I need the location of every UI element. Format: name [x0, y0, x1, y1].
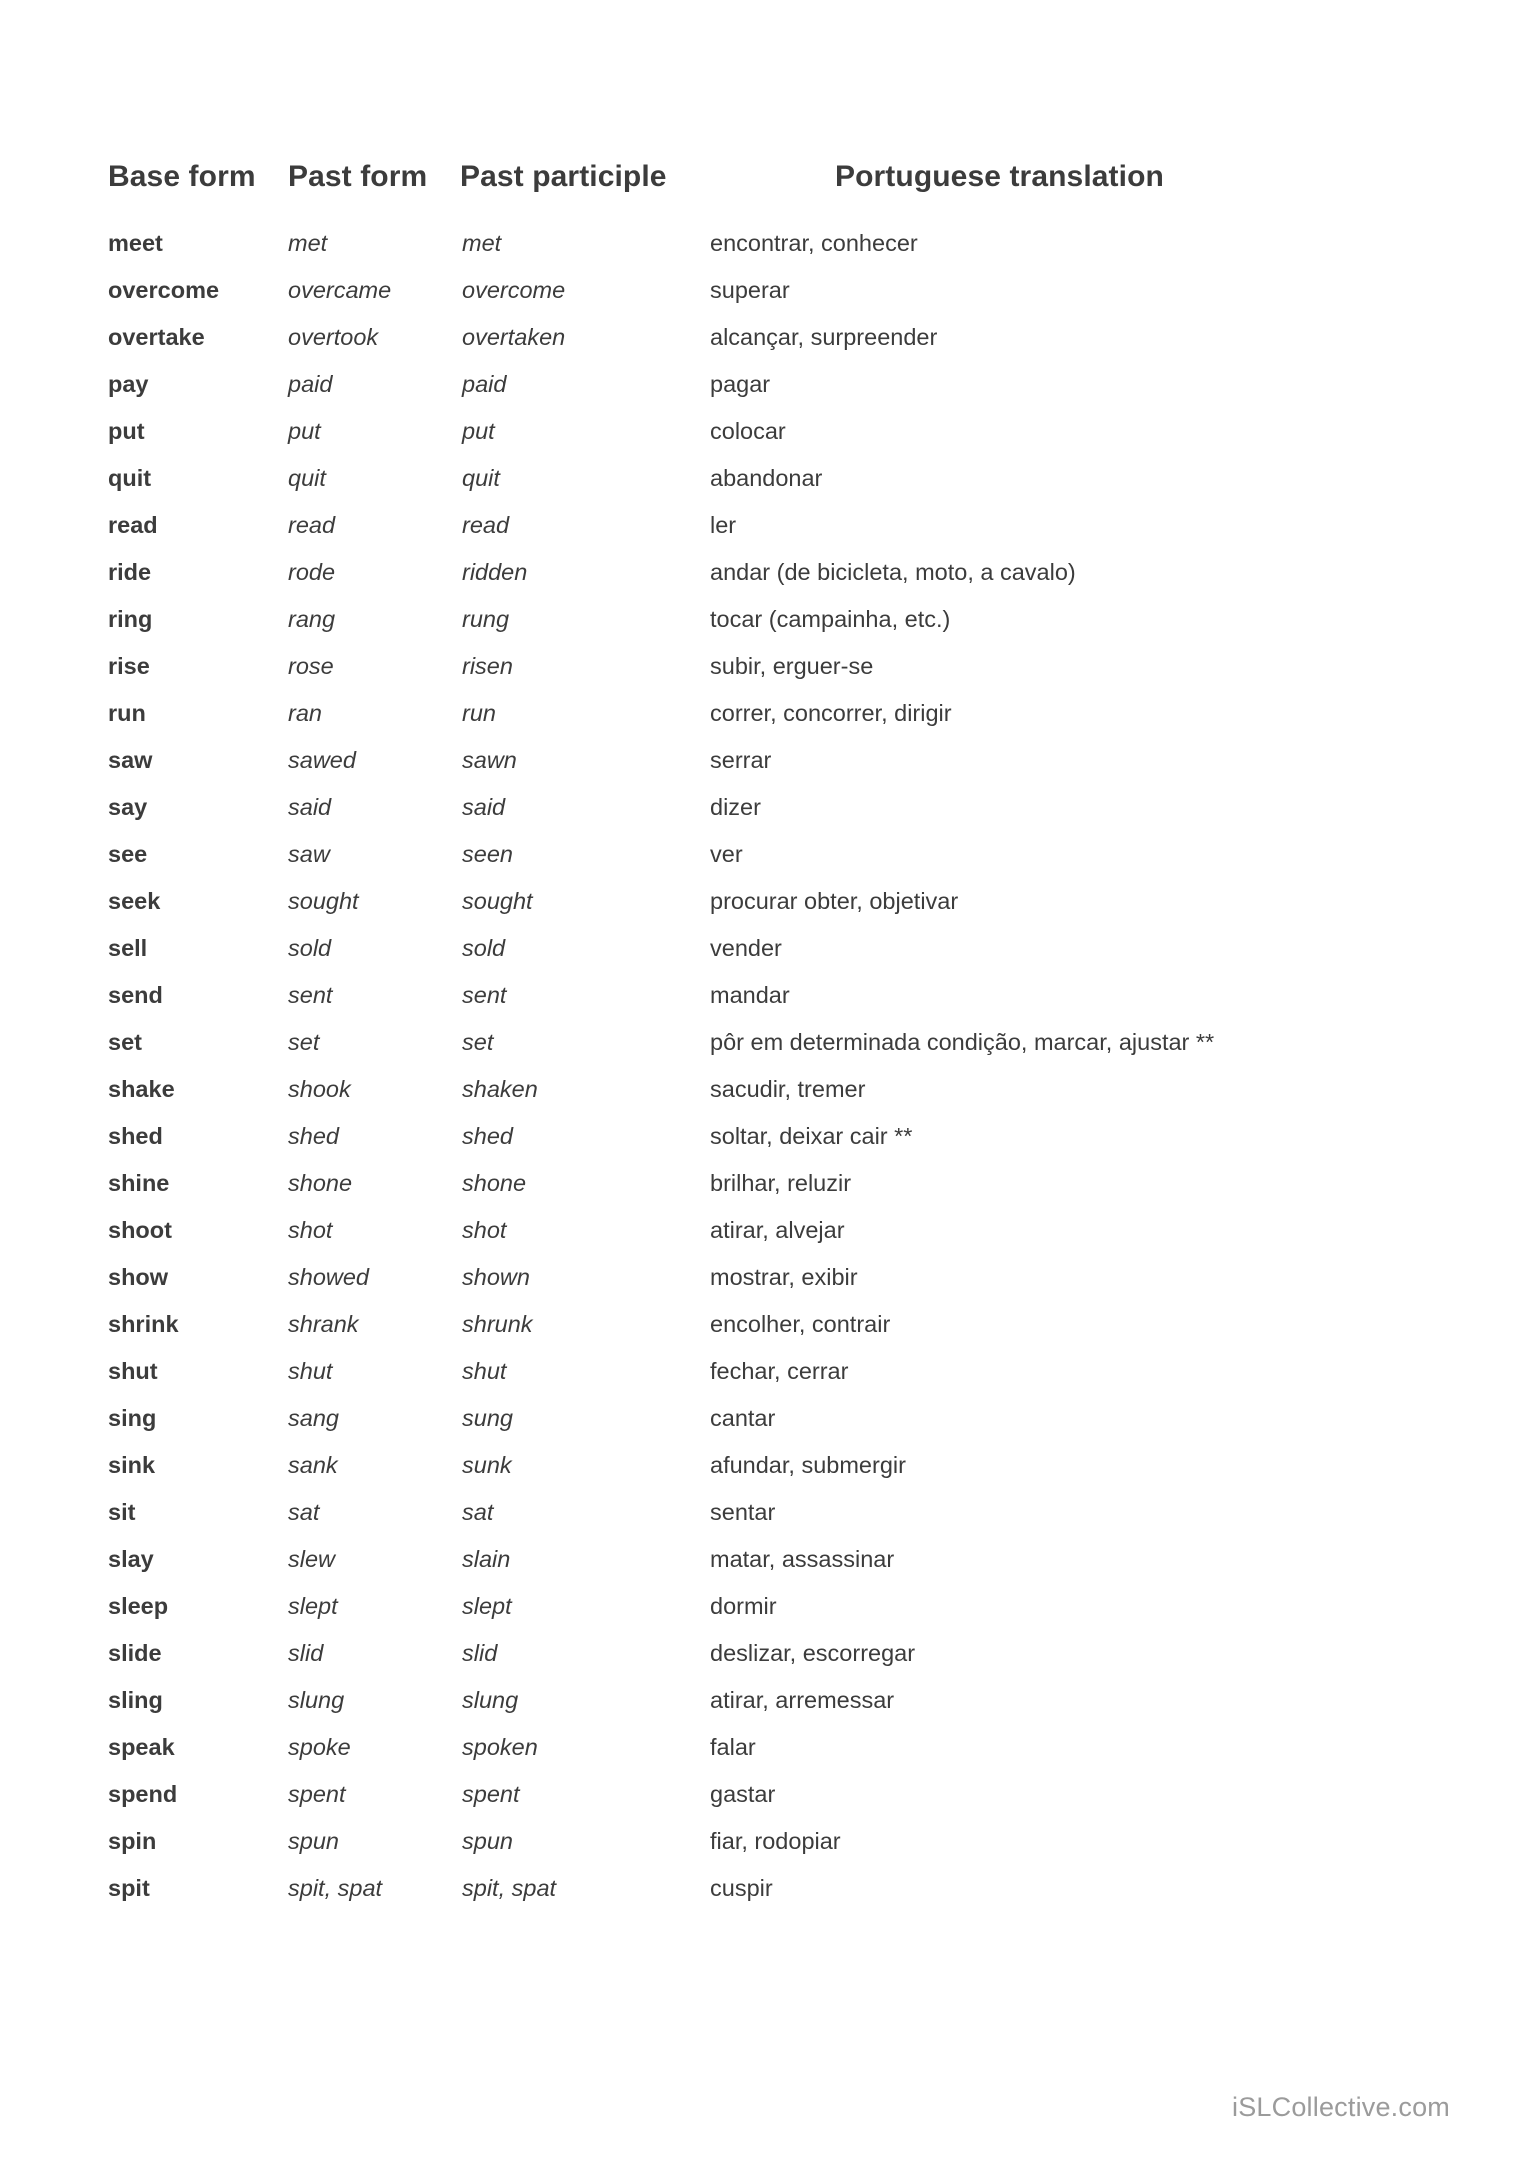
verb-past-participle: sung [462, 1405, 513, 1431]
verb-past-participle: sunk [462, 1452, 512, 1478]
verb-past-form: said [288, 794, 332, 820]
verb-past-participle: set [462, 1029, 494, 1055]
verb-past-form: sought [288, 888, 359, 914]
verb-translation: tocar (campainha, etc.) [710, 606, 951, 632]
verb-base-form: shake [108, 1076, 175, 1102]
table-row [108, 972, 1438, 1019]
verb-past-form: overtook [288, 324, 379, 350]
verb-base-form: slide [108, 1640, 162, 1666]
verb-past-participle: put [462, 418, 495, 444]
verb-translation: falar [710, 1734, 756, 1760]
verb-past-form: rang [288, 606, 336, 632]
verb-base-form: overcome [108, 277, 220, 303]
verb-base-form: ride [108, 559, 152, 585]
verb-past-form: shed [288, 1123, 339, 1149]
table-row [108, 1160, 1438, 1207]
verb-translation: correr, concorrer, dirigir [710, 700, 952, 726]
table-row [108, 502, 1438, 549]
verb-base-form: quit [108, 465, 152, 491]
table-header [108, 160, 1438, 220]
verb-translation: sacudir, tremer [710, 1076, 866, 1102]
verb-base-form: shoot [108, 1217, 172, 1243]
table-row [108, 1395, 1438, 1442]
table-row [108, 1630, 1438, 1677]
verb-translation: alcançar, surpreender [710, 324, 938, 350]
table-row [108, 1066, 1438, 1113]
verb-translation: deslizar, escorregar [710, 1640, 916, 1666]
table-row [108, 737, 1438, 784]
verb-past-form: ran [288, 700, 322, 726]
verb-past-form: read [288, 512, 336, 538]
verb-translation: abandonar [710, 465, 823, 491]
verb-past-participle: slung [462, 1687, 519, 1713]
verb-base-form: read [108, 512, 158, 538]
verb-base-form: overtake [108, 324, 205, 350]
table-row [108, 690, 1438, 737]
verb-translation: pagar [710, 371, 771, 397]
verb-past-participle: shut [462, 1358, 507, 1384]
verb-translation: mandar [710, 982, 790, 1008]
verb-past-participle: read [462, 512, 510, 538]
table-row [108, 1301, 1438, 1348]
verb-base-form: sing [108, 1405, 157, 1431]
verb-translation: soltar, deixar cair ** [710, 1123, 913, 1149]
verb-base-form: saw [108, 747, 153, 773]
verb-base-form: spit [108, 1875, 150, 1901]
verb-past-form: slung [288, 1687, 345, 1713]
verb-past-participle: sought [462, 888, 533, 914]
verb-translation: andar (de bicicleta, moto, a cavalo) [710, 559, 1076, 585]
verb-base-form: sell [108, 935, 148, 961]
table-row [108, 1677, 1438, 1724]
verb-translation: pôr em determinada condição, marcar, ajustar ** [710, 1029, 1215, 1055]
column-header-base-form: Base form [108, 160, 256, 193]
verb-base-form: seek [108, 888, 161, 914]
verb-base-form: set [108, 1029, 142, 1055]
verb-translation: brilhar, reluzir [710, 1170, 852, 1196]
verb-past-form: shut [288, 1358, 333, 1384]
verb-past-form: shot [288, 1217, 333, 1243]
verb-past-form: sent [288, 982, 333, 1008]
verb-base-form: shed [108, 1123, 163, 1149]
verb-base-form: sling [108, 1687, 163, 1713]
verb-past-participle: spun [462, 1828, 513, 1854]
verb-translation: superar [710, 277, 790, 303]
verb-past-participle: quit [462, 465, 500, 491]
verb-translation: fechar, cerrar [710, 1358, 849, 1384]
table-row [108, 1583, 1438, 1630]
verb-base-form: speak [108, 1734, 175, 1760]
verb-past-participle: shown [462, 1264, 530, 1290]
verb-past-form: shrank [288, 1311, 359, 1337]
verb-past-form: showed [288, 1264, 369, 1290]
verb-base-form: spin [108, 1828, 157, 1854]
verb-base-form: send [108, 982, 163, 1008]
verb-past-participle: shed [462, 1123, 513, 1149]
table-row [108, 1724, 1438, 1771]
verb-past-form: met [288, 230, 328, 256]
table-row [108, 925, 1438, 972]
verb-past-participle: rung [462, 606, 510, 632]
table-row [108, 314, 1438, 361]
table-row [108, 1019, 1438, 1066]
verb-translation: ler [710, 512, 737, 538]
verb-translation: serrar [710, 747, 772, 773]
verb-translation: vender [710, 935, 782, 961]
verb-base-form: shine [108, 1170, 170, 1196]
table-row [108, 220, 1438, 267]
table-row [108, 831, 1438, 878]
verb-base-form: shut [108, 1358, 158, 1384]
verb-past-form: spent [288, 1781, 346, 1807]
table-row [108, 1865, 1438, 1912]
verb-past-form: saw [288, 841, 330, 867]
verb-past-participle: said [462, 794, 506, 820]
verb-translation: encontrar, conhecer [710, 230, 918, 256]
verb-past-participle: seen [462, 841, 513, 867]
irregular-verbs-table [108, 160, 1438, 1912]
verb-past-form: shone [288, 1170, 353, 1196]
verb-past-form: spit, spat [288, 1875, 383, 1901]
verb-past-participle: paid [462, 371, 507, 397]
verb-past-participle: slept [462, 1593, 512, 1619]
verb-past-form: rose [288, 653, 334, 679]
verb-translation: gastar [710, 1781, 776, 1807]
verb-past-form: spun [288, 1828, 339, 1854]
verb-translation: mostrar, exibir [710, 1264, 858, 1290]
column-header-past-form: Past form [288, 160, 428, 193]
table-row [108, 361, 1438, 408]
verb-past-participle: slain [462, 1546, 511, 1572]
verb-base-form: ring [108, 606, 153, 632]
verb-translation: colocar [710, 418, 786, 444]
verb-base-form: shrink [108, 1311, 179, 1337]
table-row [108, 1254, 1438, 1301]
verb-past-participle: shrunk [462, 1311, 533, 1337]
table-row [108, 267, 1438, 314]
verb-base-form: sink [108, 1452, 156, 1478]
verb-base-form: run [108, 700, 146, 726]
table-row [108, 1442, 1438, 1489]
table-row [108, 1348, 1438, 1395]
verb-base-form: meet [108, 230, 163, 256]
verb-past-form: sang [288, 1405, 339, 1431]
verb-translation: dizer [710, 794, 761, 820]
verb-base-form: spend [108, 1781, 178, 1807]
table-row [108, 784, 1438, 831]
table-row [108, 1113, 1438, 1160]
table-row [108, 408, 1438, 455]
verb-base-form: see [108, 841, 148, 867]
table-row [108, 596, 1438, 643]
table-row [108, 1771, 1438, 1818]
verb-translation: encolher, contrair [710, 1311, 891, 1337]
islcollective-watermark: iSLCollective.com [1232, 2092, 1450, 2122]
verb-past-form: spoke [288, 1734, 351, 1760]
verb-translation: afundar, submergir [710, 1452, 906, 1478]
verb-past-form: sold [288, 935, 332, 961]
table-row [108, 455, 1438, 502]
verb-past-participle: overtaken [462, 324, 566, 350]
verb-past-participle: shaken [462, 1076, 538, 1102]
verb-past-participle: sold [462, 935, 506, 961]
verb-past-form: slid [288, 1640, 324, 1666]
verb-past-form: shook [288, 1076, 351, 1102]
verb-base-form: say [108, 794, 148, 820]
verb-past-form: overcame [288, 277, 392, 303]
verb-translation: dormir [710, 1593, 777, 1619]
verb-translation: ver [710, 841, 743, 867]
verb-past-form: quit [288, 465, 326, 491]
verb-base-form: slay [108, 1546, 154, 1572]
verb-translation: procurar obter, objetivar [710, 888, 959, 914]
verb-translation: fiar, rodopiar [710, 1828, 841, 1854]
verb-past-participle: spoken [462, 1734, 538, 1760]
verb-past-participle: ridden [462, 559, 528, 585]
verb-past-participle: shot [462, 1217, 507, 1243]
verb-base-form: pay [108, 371, 149, 397]
verb-base-form: put [108, 418, 145, 444]
verb-translation: atirar, alvejar [710, 1217, 845, 1243]
table-row [108, 1536, 1438, 1583]
verb-base-form: rise [108, 653, 150, 679]
verb-translation: sentar [710, 1499, 776, 1525]
verb-past-form: sawed [288, 747, 356, 773]
verb-past-participle: risen [462, 653, 513, 679]
table-row [108, 549, 1438, 596]
verb-past-participle: shone [462, 1170, 527, 1196]
verb-past-form: slept [288, 1593, 338, 1619]
verb-past-participle: overcome [462, 277, 566, 303]
table-row [108, 643, 1438, 690]
verb-past-participle: sawn [462, 747, 517, 773]
verb-past-form: sat [288, 1499, 320, 1525]
verb-past-form: put [288, 418, 321, 444]
verb-base-form: show [108, 1264, 169, 1290]
verb-past-participle: sent [462, 982, 507, 1008]
table-row [108, 878, 1438, 925]
verb-past-participle: spent [462, 1781, 520, 1807]
verb-base-form: sit [108, 1499, 136, 1525]
verb-past-form: set [288, 1029, 320, 1055]
verb-translation: atirar, arremessar [710, 1687, 895, 1713]
verb-past-participle: met [462, 230, 502, 256]
table-header-row [108, 160, 1438, 220]
table-row [108, 1818, 1438, 1865]
table-row [108, 1489, 1438, 1536]
verb-past-form: rode [288, 559, 336, 585]
verb-translation: matar, assassinar [710, 1546, 895, 1572]
table-row [108, 1207, 1438, 1254]
column-header-past-participle: Past participle [460, 160, 667, 193]
verb-past-form: sank [288, 1452, 338, 1478]
verb-translation: cuspir [710, 1875, 773, 1901]
verb-translation: cantar [710, 1405, 776, 1431]
column-header-portuguese-translation: Portuguese translation [835, 160, 1164, 193]
verb-translation: subir, erguer-se [710, 653, 874, 679]
table-body [108, 220, 1438, 1912]
verb-past-form: slew [288, 1546, 336, 1572]
verb-past-participle: run [462, 700, 496, 726]
verb-past-participle: spit, spat [462, 1875, 557, 1901]
verb-past-participle: slid [462, 1640, 498, 1666]
verb-past-participle: sat [462, 1499, 494, 1525]
verb-base-form: sleep [108, 1593, 169, 1619]
verb-past-form: paid [288, 371, 333, 397]
